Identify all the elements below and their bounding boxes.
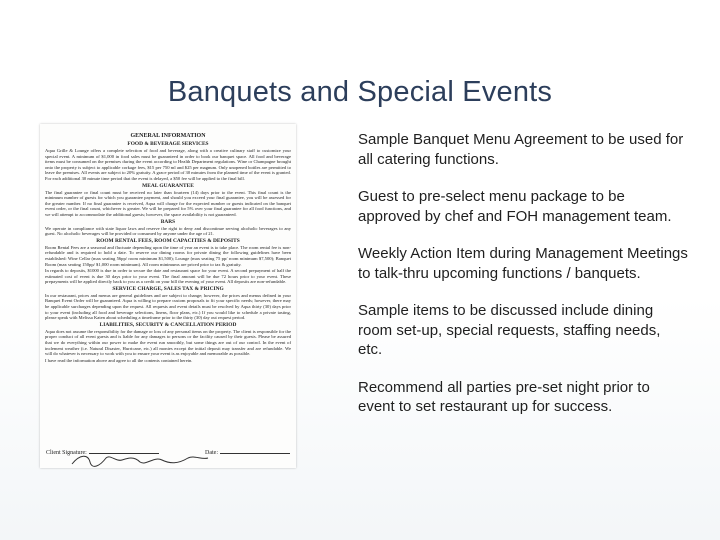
document-section-heading: MEAL GUARANTEE [142, 182, 194, 189]
bullet-item: Sample items to be discussed include dining room set-up, special requests, staffing needs, etc. [358, 302, 661, 358]
document-paragraph: Aqua does not assume the responsibility for the damage or loss of any personal items on the property. The client is responsible for the proper conduct of all event guests and is liable for any damages to persons or the facility caused by their guests. Please be assured that we do everything within our power to make the event run smoothly, but some things are out of our control. In the event of inclement weather (i.e. Natural Disaster, Hurricane, etc.) all monies except the initial deposit may transfer and are refundable. We will do whatever is necessary to work with you to ensure your event is as enjoyable and memorable as possible. [45, 328, 291, 357]
document-paragraph: We operate in compliance with state liquor laws and reserve the right to deny and discontinue serving alcoholic beverages to any guest. No alcoholic beverages will be provided or consumed by anyone under the age of 21. [45, 225, 291, 237]
document-section-heading: ROOM RENTAL FEES, ROOM CAPACITIES & DEPOSITS [96, 237, 240, 244]
document-paragraph: In our restaurant, prices and menus are general guidelines and are subject to change; however, the prices and menus defined in your Banquet Event Order will be guaranteed. Aqua is willing to prepare custom proposals to fit your specific needs; however, there may be applicable surcharges depending upon the request. All requests and event details must be resolved by Aqua thirty (30) days prior to your event (including all food and beverage selections, linens, floor plans, etc.) If you would like to schedule a private tasting, please speak with Melissa Katen about scheduling a timeframe prior to the thirty (30) day out request period. [45, 292, 291, 321]
date-line [220, 447, 290, 454]
document-section-heading: SERVICE CHARGE, SALES TAX & PRICING [112, 285, 224, 292]
document-paragraph: Aqua Grille & Lounge offers a complete selection of food and beverage, along with a creative culinary staff to customize your special event. A minimum of $1,000 in food sales must be guaranteed in order to book our banquet space. All food and beverage items must be consumed on the premises during the event according to Health Department regulations. Wine or Champagne brought onto the property is subject to applicable corkage fees, $15 per 750 ml and $25 per magnum. Only unopened bottles are permitted to leave the premises. All events are subject to 20% gratuity. A grace period of 30 minutes from the planned time of the event is granted. For each additional 30 minute time period that the event is delayed, a $50 fee will be applied to the final bill. [45, 148, 291, 181]
slide-title: Banquets and Special Events [167, 76, 553, 108]
bullet-item: Guest to pre-select menu package to be approved by chef and FOH management team. [358, 188, 672, 225]
document-section-heading: BARS [160, 218, 176, 225]
document-section-heading: FOOD & BEVERAGE SERVICES [127, 141, 209, 147]
document-body [40, 124, 296, 363]
document-paragraph: Room Rental Fees are a seasonal and fluctuate depending upon the time of year an event is to take place. The room rental fee is non-refundable and is required to hold a date. To reserve our dining rooms for private dining the following guidelines have been established: Wine Cellar (max seating 56pp/ room minimum $1,500); Lounge (max seating 75 pp/ room minimum $7,500); Banquet Room (max seating 150pp/ $1,000 room minimum). All room minimums are priced prior to tax & gratuity. [45, 244, 291, 267]
bullet-item: Sample Banquet Menu Agreement to be used for all catering functions. [358, 131, 684, 168]
date-field [205, 447, 290, 456]
date-label: Date: [205, 450, 218, 456]
banquet-agreement-document [40, 124, 296, 468]
bullet-item: Weekly Action Item during Management Meetings to talk-thru upcoming functions / banquets. [358, 245, 688, 282]
handwritten-signature-image [70, 452, 210, 468]
document-paragraph: I have read the information above and agree to all the contents contained herein. [45, 357, 193, 363]
document-paragraph: The final guarantee or final count must be received no later than fourteen (14) days prior to the event. This final count is the minimum number of guests for which you guarantee payment, and should you exceed your final guarantee, you will be assessed for the greater number. If no final guarantee is received, Aqua will charge for the expected number or guests indicated on the banquet event order, or the final count, whichever is greater. We will be prepared for 5% over your final guarantee for all food functions, and we will attempt to accommodate the additional guests; however, the space availability is not guaranteed. [45, 189, 291, 217]
document-section-heading: LIABILITIES, SECURITY & CANCELLATION PERIOD [99, 321, 237, 328]
bullet-list [358, 130, 688, 435]
client-signature-label: Client Signature: [46, 450, 87, 456]
document-paragraph: In regards to deposits, $1000 is due in order to secure the date and restaurant space for your event. A second prepayment of half the estimated cost of event is due 30 days prior to your event. The final amount will be due 72 hours prior to your event. These prepayments will be applied directly back to you as a credit on your bill the evening of your event. All deposits are non-refundable. [45, 268, 291, 285]
bullet-item: Recommend all parties pre-set night prior to event to set restaurant up for success. [358, 378, 650, 415]
document-section-heading: GENERAL INFORMATION [130, 133, 206, 139]
